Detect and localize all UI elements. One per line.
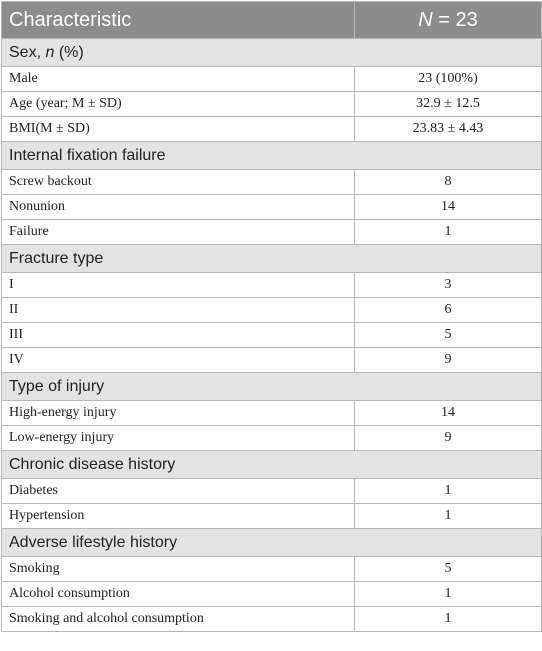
row-label: III — [2, 323, 355, 348]
table-row — [2, 195, 542, 220]
section-row-failure — [2, 142, 542, 170]
table-row — [2, 273, 542, 298]
section-title-lifestyle: Adverse lifestyle history — [2, 529, 542, 557]
row-value: 14 — [355, 195, 542, 220]
section-row-fracture — [2, 245, 542, 273]
row-label: IV — [2, 348, 355, 373]
row-label: Hypertension — [2, 504, 355, 529]
row-value: 32.9 ± 12.5 — [355, 92, 542, 117]
table-row — [2, 117, 542, 142]
table-row — [2, 170, 542, 195]
row-value: 1 — [355, 607, 542, 632]
section-row-injury — [2, 373, 542, 401]
row-value: 23.83 ± 4.43 — [355, 117, 542, 142]
section-title-sex — [2, 39, 542, 67]
section-row-chronic — [2, 451, 542, 479]
row-value: 9 — [355, 426, 542, 451]
table-row — [2, 220, 542, 245]
table-row — [2, 504, 542, 529]
row-label: Male — [2, 67, 355, 92]
table-row — [2, 67, 542, 92]
header-row — [2, 2, 542, 39]
section-title-injury: Type of injury — [2, 373, 542, 401]
table-row — [2, 557, 542, 582]
row-value: 5 — [355, 323, 542, 348]
row-label: BMI(M ± SD) — [2, 117, 355, 142]
row-label: II — [2, 298, 355, 323]
characteristics-table — [1, 1, 542, 632]
section-row-lifestyle — [2, 529, 542, 557]
section-title-failure: Internal fixation failure — [2, 142, 542, 170]
table-row — [2, 323, 542, 348]
table-row — [2, 607, 542, 632]
row-value: 9 — [355, 348, 542, 373]
table-row — [2, 479, 542, 504]
header-characteristic: Characteristic — [2, 2, 355, 39]
row-value: 14 — [355, 401, 542, 426]
table-row — [2, 348, 542, 373]
header-n-label: N — [418, 8, 433, 31]
row-label: Smoking and alcohol consumption — [2, 607, 355, 632]
section-title-italic: n — [45, 43, 55, 61]
row-label: High-energy injury — [2, 401, 355, 426]
table-row — [2, 401, 542, 426]
row-value: 1 — [355, 504, 542, 529]
row-label: Screw backout — [2, 170, 355, 195]
header-n-value: = 23 — [432, 8, 478, 31]
table-row — [2, 298, 542, 323]
row-value: 23 (100%) — [355, 67, 542, 92]
row-label: Diabetes — [2, 479, 355, 504]
section-title-fracture: Fracture type — [2, 245, 542, 273]
row-label: Alcohol consumption — [2, 582, 355, 607]
section-row-sex — [2, 39, 542, 67]
row-label: Low-energy injury — [2, 426, 355, 451]
row-label: Age (year; M ± SD) — [2, 92, 355, 117]
table-row — [2, 92, 542, 117]
table-row — [2, 582, 542, 607]
section-title-text: Sex, — [9, 43, 46, 61]
row-value: 5 — [355, 557, 542, 582]
row-value: 1 — [355, 479, 542, 504]
row-value: 1 — [355, 582, 542, 607]
row-value: 6 — [355, 298, 542, 323]
row-value: 1 — [355, 220, 542, 245]
table-row — [2, 426, 542, 451]
section-title-suffix: (%) — [54, 43, 84, 61]
section-title-chronic: Chronic disease history — [2, 451, 542, 479]
row-value: 3 — [355, 273, 542, 298]
row-label: Failure — [2, 220, 355, 245]
row-label: I — [2, 273, 355, 298]
row-value: 8 — [355, 170, 542, 195]
row-label: Nonunion — [2, 195, 355, 220]
row-label: Smoking — [2, 557, 355, 582]
header-n — [355, 2, 542, 39]
